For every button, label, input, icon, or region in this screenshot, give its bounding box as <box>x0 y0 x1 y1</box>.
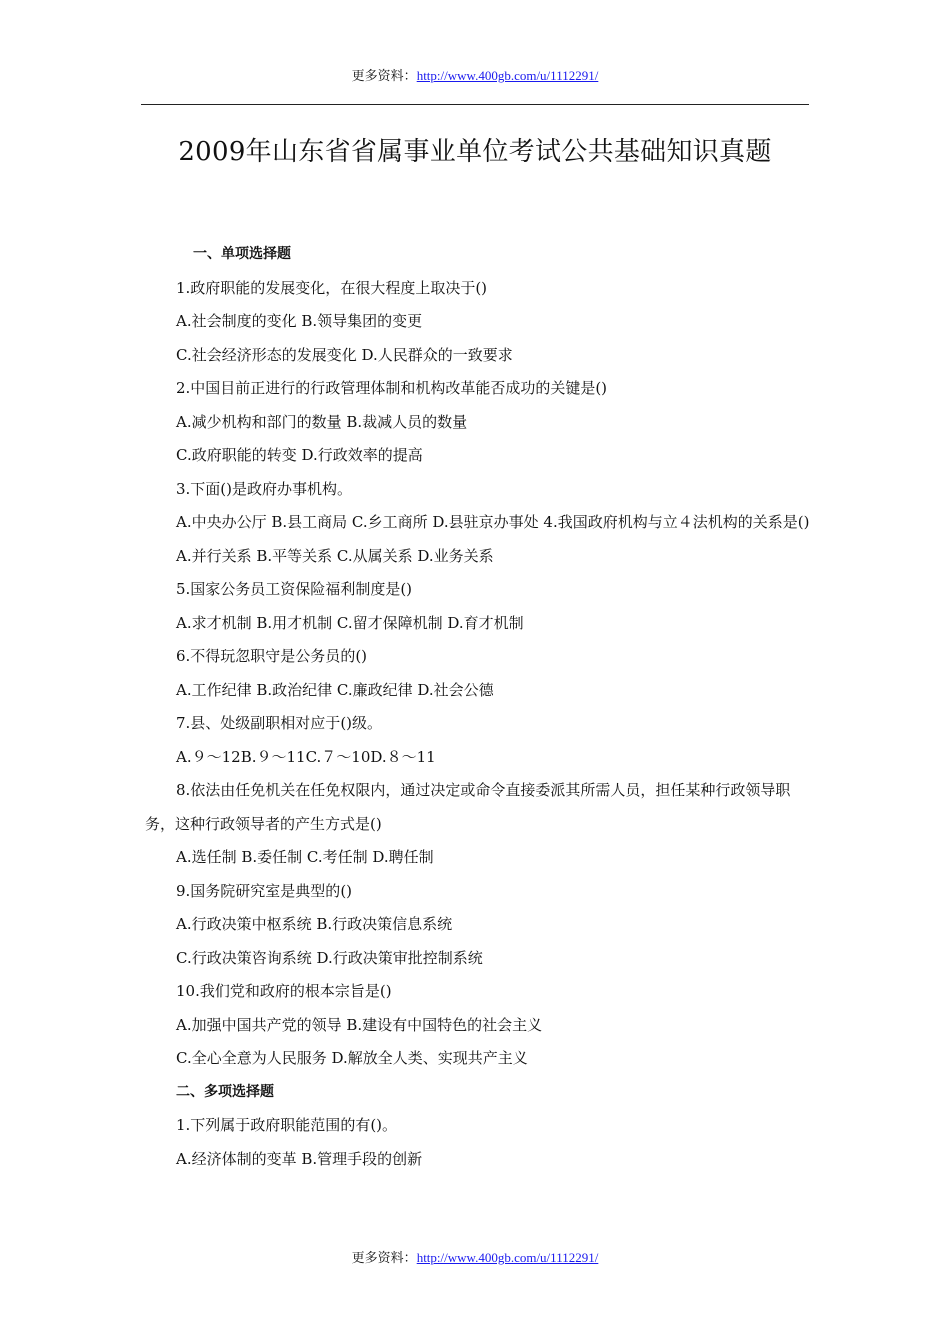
page-footer <box>0 1250 950 1266</box>
header-link[interactable]: http://www.400gb.com/u/1112291/ <box>416 68 599 83</box>
document-body <box>145 238 811 1176</box>
question-10: 10.我们党和政府的根本宗旨是() <box>176 982 392 1000</box>
question-1-options-ab: A.社会制度的变化 B.领导集团的变更 <box>176 312 423 330</box>
mc-question-1: 1.下列属于政府职能范围的有()。 <box>176 1116 398 1134</box>
question-8: 8.依法由任免机关在任免权限内，通过决定或命令直接委派其所需人员，担任某种行政领导职务，这种行政领导者的产生方式是() <box>145 781 791 833</box>
question-9-options-ab: A.行政决策中枢系统 B.行政决策信息系统 <box>176 915 453 933</box>
question-9-options-cd: C.行政决策咨询系统 D.行政决策审批控制系统 <box>176 948 483 967</box>
footer-link[interactable]: http://www.400gb.com/u/1112291/ <box>416 1250 599 1265</box>
question-7-options: A.９～12B.９～11C.７～10D.８～11 <box>176 747 436 766</box>
question-3: 3.下面()是政府办事机构。 <box>176 479 353 498</box>
question-10-options-cd: C.全心全意为人民服务 D.解放全人类、实现共产主义 <box>176 1049 528 1067</box>
question-2-options-ab: A.减少机构和部门的数量 B.裁减人员的数量 <box>176 412 468 431</box>
question-4-options: A.并行关系 B.平等关系 C.从属关系 D.业务关系 <box>176 546 494 565</box>
question-1: 1.政府职能的发展变化，在很大程度上取决于() <box>176 278 488 297</box>
footer-label: 更多资料： <box>351 1250 417 1265</box>
section-heading-single-choice: 一、单项选择题 <box>193 246 291 262</box>
question-7: 7.县、处级副职相对应于()级。 <box>176 714 383 732</box>
question-10-options-ab: A.加强中国共产党的领导 B.建设有中国特色的社会主义 <box>176 1015 543 1034</box>
document-title: 2009年山东省省属事业单位考试公共基础知识真题 <box>178 137 772 167</box>
page-header <box>0 68 950 84</box>
question-6-options: A.工作纪律 B.政治纪律 C.廉政纪律 D.社会公德 <box>176 680 494 699</box>
header-label: 更多资料： <box>351 68 417 83</box>
question-2-options-cd: C.政府职能的转变 D.行政效率的提高 <box>176 446 423 464</box>
question-5-options: A.求才机制 B.用才机制 C.留才保障机制 D.育才机制 <box>176 613 524 632</box>
question-2: 2.中国目前正进行的行政管理体制和机构改革能否成功的关键是() <box>176 379 608 397</box>
mc-question-1-options-ab: A.经济体制的变革 B.管理手段的创新 <box>176 1149 423 1168</box>
question-1-options-cd: C.社会经济形态的发展变化 D.人民群众的一致要求 <box>176 345 513 364</box>
question-5: 5.国家公务员工资保险福利制度是() <box>176 580 413 598</box>
header-divider <box>141 104 809 105</box>
question-9: 9.国务院研究室是典型的() <box>176 881 353 900</box>
section-heading-multiple-choice: 二、多项选择题 <box>176 1083 274 1100</box>
question-3-options-and-question-4: A.中央办公厅 B.县工商局 C.乡工商所 D.县驻京办事处 4.我国政府机构与立４法机构的关系是() <box>176 513 810 531</box>
question-8-options: A.选任制 B.委任制 C.考任制 D.聘任制 <box>176 848 434 866</box>
question-6: 6.不得玩忽职守是公务员的() <box>176 647 368 665</box>
